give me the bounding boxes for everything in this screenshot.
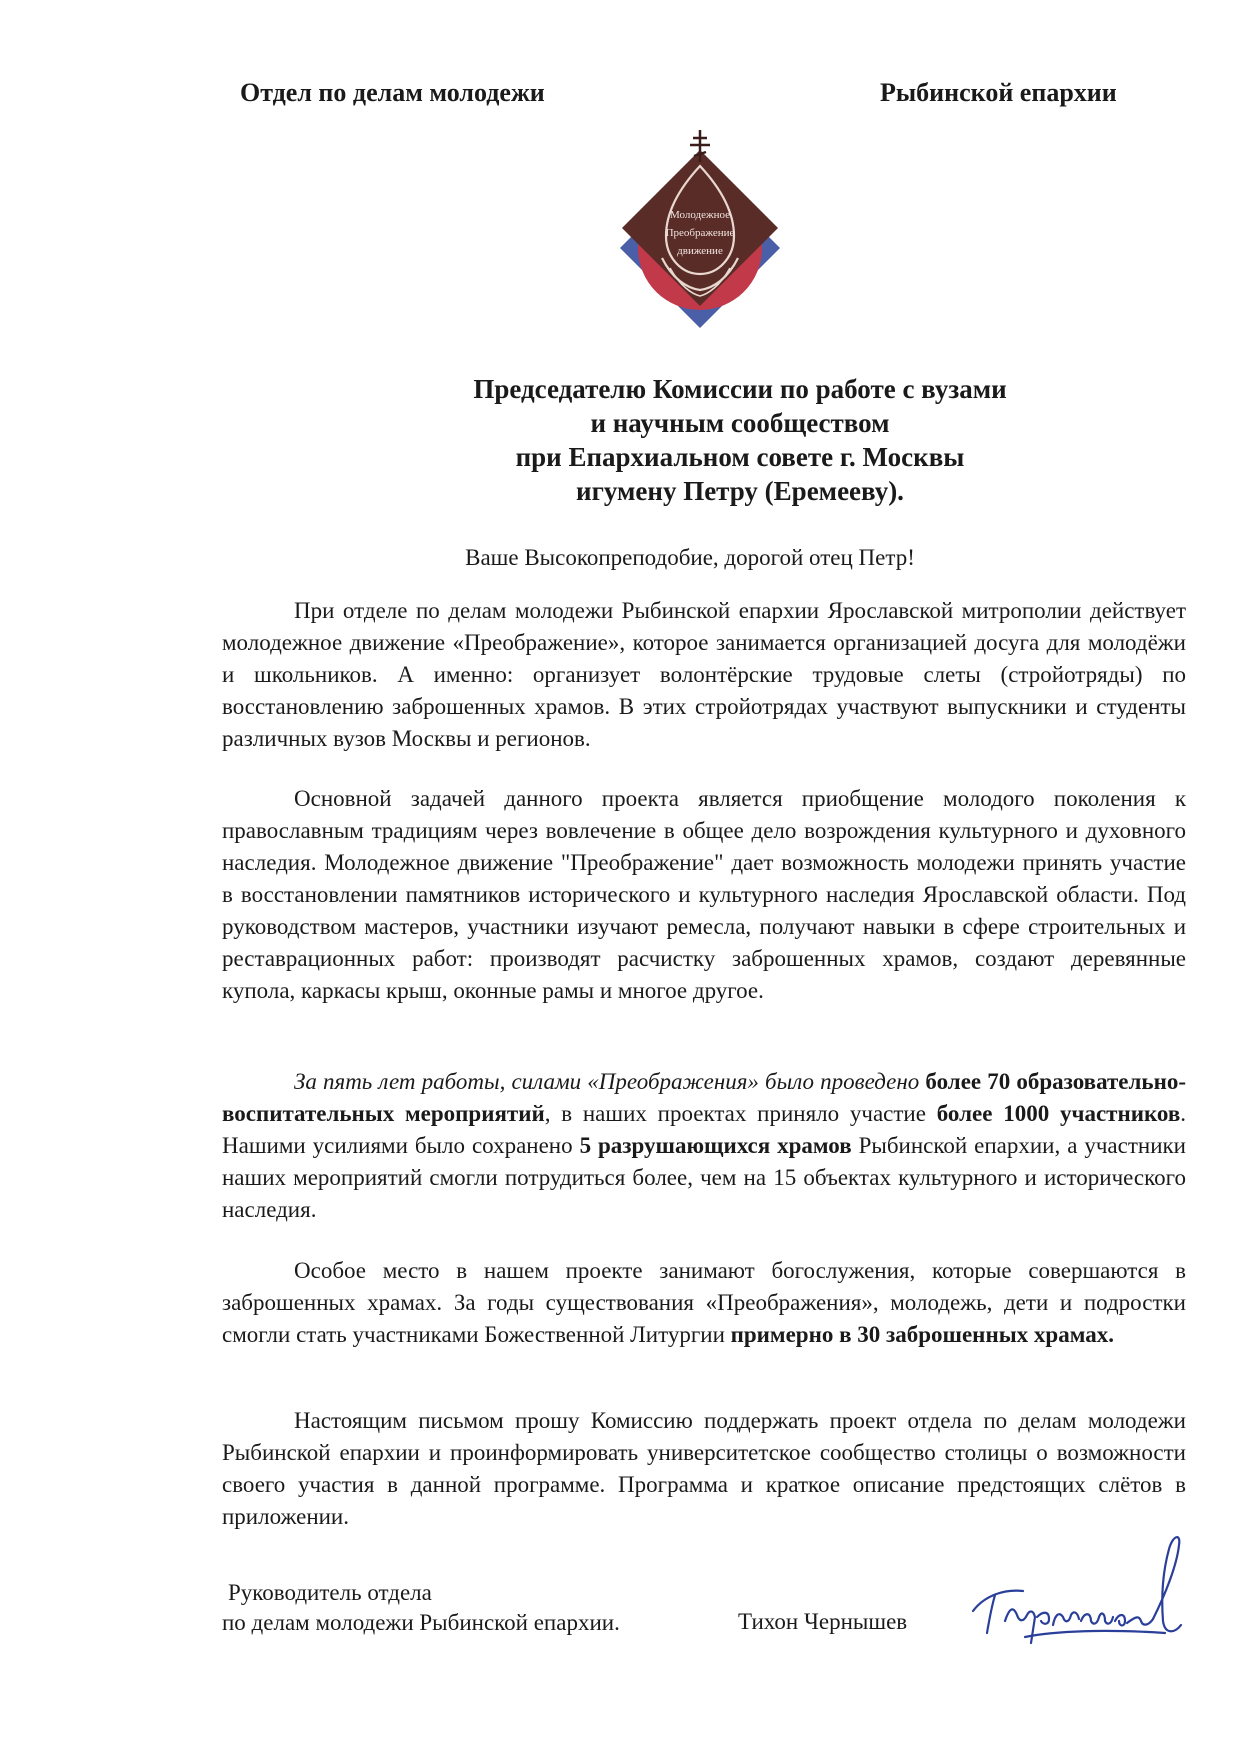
p4-text: Особое место в нашем проекте занимают богослужения, которые совершаются в заброшенных храмах. За годы существования «Преображения», молодежь, дети и подростки смогли стать участниками Божественной Литургии [222,1258,1186,1347]
p3-text-e: . Нашими усилиями было сохранено [222,1101,1186,1158]
logo-text-line3: движение [677,245,723,257]
p3-bold-temples: 5 разрушающихся храмов [579,1133,852,1158]
paragraph-5-text: Настоящим письмом прошу Комиссию поддержать проект отдела по делам молодежи Рыбинской епархии и проинформировать университетское сообщество столицы о возможности своего участия в данной программе. Программа и краткое описание предстоящих слётов в приложении. [222,1408,1186,1529]
addressee-line-2: и научным сообществом [590,408,890,438]
paragraph-2-text: Основной задачей данного проекта является приобщение молодого поколения к православным традициям через вовлечение в общее дело возрождения культурного и духовного наследия. Молодежное движение "Преображение" дает возможность молодежи принять участие в восстановлении памятников исторического и культурного наследия Ярославской области. Под руководством мастеров, участники изучают ремесла, получают навыки в сфере строительных и реставрационных работ: производят расчистку заброшенных храмов, создают деревянные купола, каркасы крыш, оконные рамы и многое другое. [222,786,1186,1003]
signatory-name: Тихон Чернышев [738,1609,908,1634]
handwritten-signature [965,1525,1195,1655]
signatory-title-line-1: Руководитель отдела [228,1580,432,1605]
p3-text-g: Рыбинской епархии, а участники наших мероприятий смогли потрудиться более, чем на 15 объектах культурного и исторического наследия. [222,1133,1186,1222]
p3-bold-events: более 70 образовательно-воспитательных мероприятий [222,1069,1186,1126]
signatory-title [222,1578,620,1638]
salutation: Ваше Высокопреподобие, дорогой отец Петр! [465,545,915,570]
p3-bold-participants: более 1000 участников [936,1101,1181,1126]
paragraph-1-text: При отделе по делам молодежи Рыбинской епархии Ярославской митрополии действует молодежное движение «Преображение», которое занимается организацией досуга для молодёжи и школьников. А именно: организует волонтёрские трудовые слеты (стройотряды) по восстановлению заброшенных храмов. В этих стройотрядах участвуют выпускники и студенты различных вузов Москвы и регионов. [222,598,1186,751]
logo-text-line1: Молодежное [669,209,731,221]
p4-bold: примерно в 30 заброшенных храмах. [730,1322,1114,1347]
paragraph-2 [222,783,1186,1007]
paragraph-3 [222,1066,1186,1226]
addressee-line-1: Председателю Комиссии по работе с вузами [473,374,1007,404]
paragraph-4 [222,1255,1186,1351]
addressee-line-4: игумену Петру (Еремееву). [576,476,904,506]
paragraph-5 [222,1405,1186,1533]
p3-italic-lead: За пять лет работы, силами «Преображения» было проведено [294,1069,920,1094]
signatory-title-line-2: по делам молодежи Рыбинской епархии. [222,1610,620,1635]
logo-text-line2: Преображение [665,227,735,239]
p3-text-c: , в наших проектах приняло участие [544,1101,937,1126]
paragraph-1 [222,595,1186,755]
header-department: Отдел по делам молодежи [240,78,545,107]
movement-logo [600,128,800,348]
addressee-block [0,372,1240,508]
header-diocese: Рыбинской епархии [880,78,1117,107]
addressee-line-3: при Епархиальном совете г. Москвы [515,442,965,472]
